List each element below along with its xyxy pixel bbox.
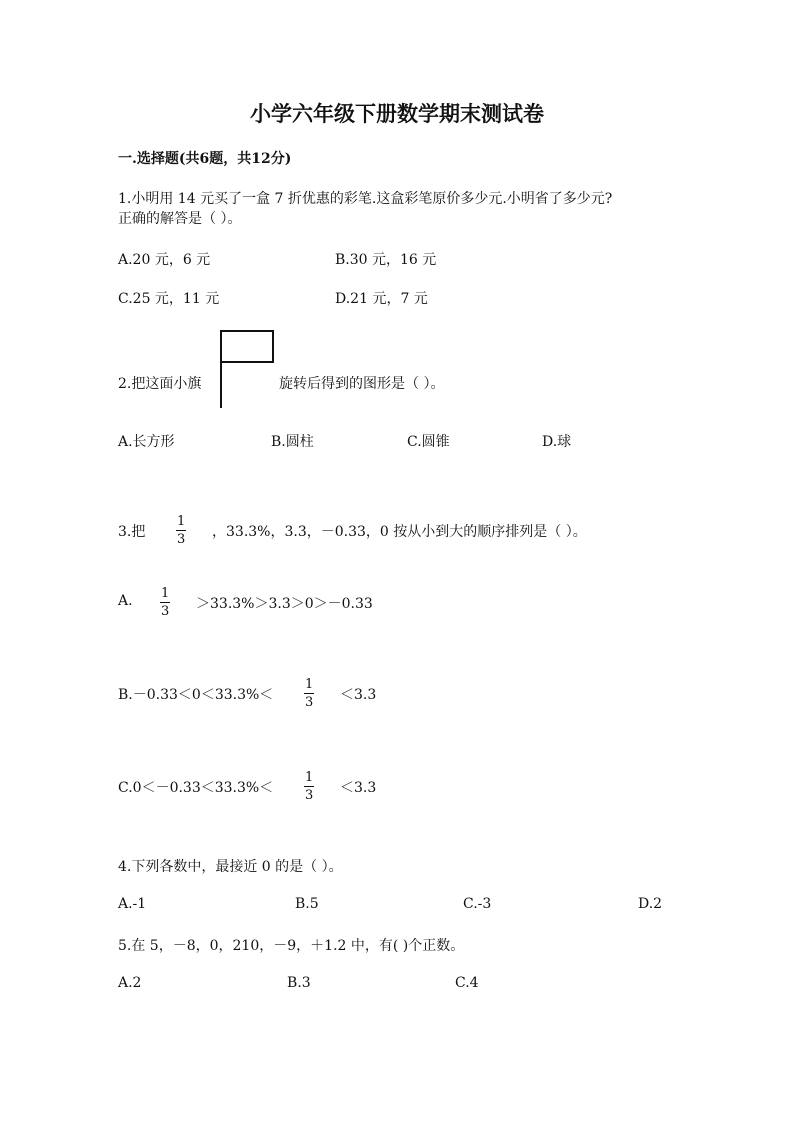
question-1-option-a: A.20 元，6 元 bbox=[118, 252, 211, 268]
question-5-option-b: B.3 bbox=[287, 975, 311, 991]
question-1-line-1: 1.小明用 14 元买了一盒 7 折优惠的彩笔.这盒彩笔原价多少元.小明省了多少元? bbox=[118, 191, 613, 207]
question-3-suffix: ，33.3%，3.3，－0.33，0 按从小到大的顺序排列是（ ）。 bbox=[212, 524, 587, 540]
question-4-option-c: C.-3 bbox=[463, 896, 492, 912]
question-3-prefix: 3.把 bbox=[118, 524, 146, 540]
question-2-suffix: 旋转后得到的图形是（ ）。 bbox=[279, 376, 445, 392]
fraction-numerator: 1 bbox=[161, 586, 170, 601]
fraction-numerator: 1 bbox=[305, 677, 314, 692]
question-3-option-c-prefix: C.0＜－0.33＜33.3%＜ bbox=[118, 780, 274, 796]
question-3-option-b-prefix: B.－0.33＜0＜33.3%＜ bbox=[118, 687, 274, 703]
question-5-text: 5.在 5，－8，0，210，－9，＋1.2 中，有( )个正数。 bbox=[118, 938, 465, 954]
fraction-denominator: 3 bbox=[161, 604, 170, 619]
fraction-denominator: 3 bbox=[305, 695, 314, 710]
question-3-option-a-prefix: A. bbox=[118, 593, 133, 609]
fraction-one-third bbox=[176, 515, 186, 546]
fraction-one-third bbox=[304, 771, 314, 802]
question-2-option-a: A.长方形 bbox=[118, 434, 175, 450]
fraction-numerator: 1 bbox=[305, 770, 314, 785]
question-1-option-d: D.21 元，7 元 bbox=[335, 291, 428, 307]
fraction-denominator: 3 bbox=[305, 788, 314, 803]
question-1-line-2: 正确的解答是（ ）。 bbox=[118, 211, 242, 227]
question-2-option-d: D.球 bbox=[542, 434, 572, 450]
fraction-numerator: 1 bbox=[177, 514, 186, 529]
page-title: 小学六年级下册数学期末测试卷 bbox=[250, 101, 544, 126]
section-heading: 一.选择题(共6题，共12分) bbox=[118, 151, 292, 167]
question-2-prefix: 2.把这面小旗 bbox=[118, 376, 202, 392]
fraction-denominator: 3 bbox=[177, 532, 186, 547]
question-4-option-b: B.5 bbox=[295, 896, 319, 912]
question-4-text: 4.下列各数中，最接近 0 的是（ ）。 bbox=[118, 859, 343, 875]
question-1-option-b: B.30 元，16 元 bbox=[335, 252, 437, 268]
question-1-option-c: C.25 元，11 元 bbox=[118, 291, 220, 307]
question-3-option-a-suffix: ＞33.3%＞3.3＞0＞－0.33 bbox=[196, 596, 373, 612]
question-3-option-c-suffix: ＜3.3 bbox=[340, 780, 377, 796]
question-5-option-a: A.2 bbox=[118, 975, 142, 991]
question-3-option-b-suffix: ＜3.3 bbox=[340, 687, 377, 703]
flag-banner bbox=[221, 330, 274, 363]
question-5-option-c: C.4 bbox=[455, 975, 479, 991]
question-2-option-c: C.圆锥 bbox=[407, 434, 450, 450]
question-4-option-a: A.-1 bbox=[118, 896, 147, 912]
fraction-one-third bbox=[304, 678, 314, 709]
question-2-option-b: B.圆柱 bbox=[271, 434, 314, 450]
question-4-option-d: D.2 bbox=[638, 896, 663, 912]
fraction-one-third bbox=[160, 587, 170, 618]
